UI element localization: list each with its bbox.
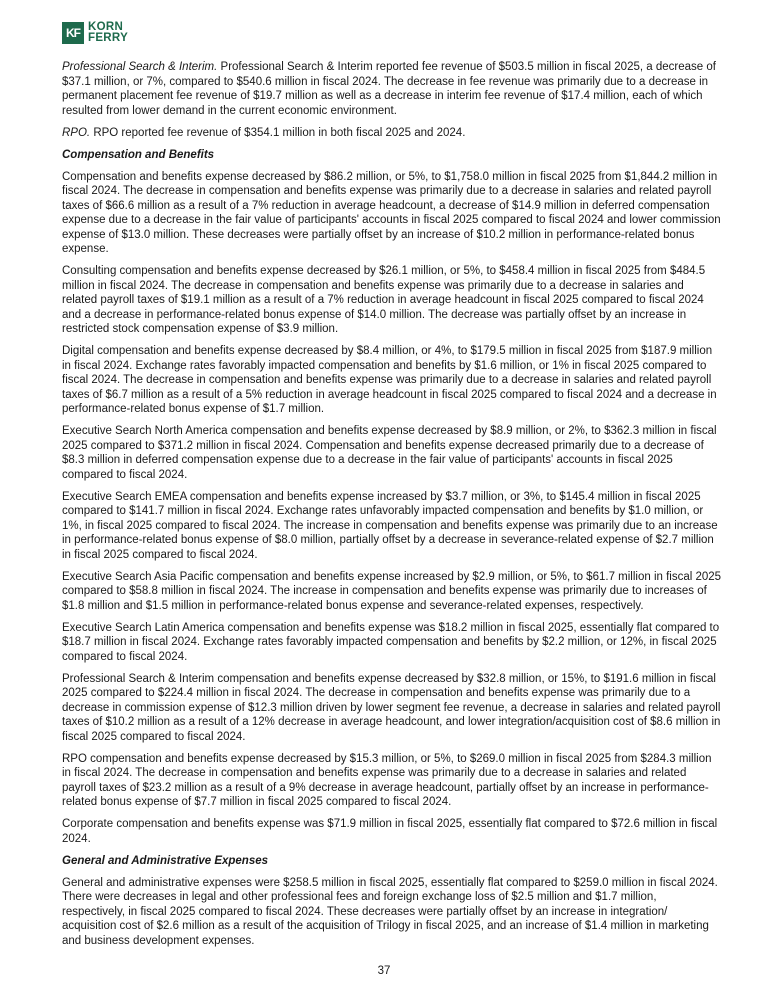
page-number: 37 (377, 965, 391, 977)
logo-mark-icon (62, 22, 84, 44)
paragraph-text: RPO reported fee revenue of $354.1 million in both fiscal 2025 and 2024. (90, 126, 466, 139)
paragraph (62, 170, 722, 257)
paragraph (62, 570, 722, 614)
paragraph-text: Compensation and benefits expense decreased by $86.2 million, or 5%, to $1,758.0 million in fiscal 2025 from $1,844.2 million in fiscal 2024. The decrease in compensation and benefits expense was primarily due to a decrease in salaries and related payroll taxes of $66.6 million as a result of a 7% reduction in average headcount, a decrease of $14.9 million in deferred compensation expense due to a decrease in the fair value of participants' accounts in fiscal 2025 compared to fiscal 2024 and lower commission expense of $13.0 million. These decreases were partially offset by an increase of $10.2 million in performance-related bonus expense. (62, 170, 721, 255)
paragraph-text: Corporate compensation and benefits expense was $71.9 million in fiscal 2025, essentially flat compared to $72.6 million in fiscal 2024. (62, 818, 718, 845)
paragraph (62, 264, 722, 337)
korn-ferry-logo (62, 22, 128, 44)
paragraph (62, 344, 722, 417)
paragraph (62, 752, 722, 810)
paragraph (62, 424, 722, 482)
paragraph-text: Consulting compensation and benefits expense decreased by $26.1 million, or 5%, to $458.4 million in fiscal 2025 from $484.5 million in fiscal 2024. The decrease in compensation and benefits expense was primarily due to a decrease in salaries and related payroll taxes of $19.1 million as a result of a 7% reduction in average headcount in fiscal 2025 compared to fiscal 2024 and a decrease in performance-related bonus expense of $14.0 million. The decrease was partially offset by an increase in restricted stock compensation expense of $3.9 million. (62, 265, 706, 335)
paragraph-text: Executive Search EMEA compensation and benefits expense increased by $3.7 million, or 3%, to $145.4 million in fiscal 2025 compared to $141.7 million in fiscal 2024. Exchange rates unfavorably impacted compensation and benefits by $1.0 million, or 1%, in fiscal 2025 compared to fiscal 2024. The increase in compensation and benefits expense was primarily due to an increase in performance-related bonus expense of $8.0 million, partially offset by a decrease in severance-related expense of $2.7 million in fiscal 2025 compared to fiscal 2024. (62, 490, 718, 561)
paragraph (62, 817, 722, 846)
logo-line-1: KORN (88, 21, 124, 33)
logo-wordmark (88, 22, 128, 44)
paragraph (62, 490, 722, 563)
paragraph-text: Professional Search & Interim compensation and benefits expense decreased by $32.8 million, or 15%, to $191.6 million in fiscal 2025 compared to $224.4 million in fiscal 2024. The decrease in compensation and benefits expense was primarily due to a decrease in commission expense of $12.3 million driven by lower segment fee revenue, a decrease in salaries and related payroll taxes of $10.2 million as a result of a 12% decrease in average headcount, and lower integration/acquisition cost of $8.6 million in fiscal 2025 compared to fiscal 2024. (62, 672, 721, 743)
paragraph-text: General and administrative expenses were $258.5 million in fiscal 2025, essentially flat compared to $259.0 million in fiscal 2024. There were decreases in legal and other professional fees and foreign exchange loss of $2.5 million and $1.7 million, respectively, in fiscal 2025 compared to fiscal 2024. These decreases were partially offset by an increase in integration/ acquisition cost of $2.6 million as a result of the acquisition of Trilogy in fiscal 2025, and an increase of $1.4 million in marketing and business development expenses. (62, 876, 718, 947)
paragraph (62, 60, 722, 118)
paragraph (62, 126, 722, 141)
paragraph-text: Digital compensation and benefits expense decreased by $8.4 million, or 4%, to $179.5 million in fiscal 2025 from $187.9 million in fiscal 2024. Exchange rates favorably impacted compensation and benefits by $1.6 million, or 1% in fiscal 2025 compared to fiscal 2024. The decrease in compensation and benefits expense was primarily due to a decrease in salaries and related payroll taxes of $6.7 million as a result of a 5% reduction in average headcount in fiscal 2025 compared to fiscal 2024 and a decrease in performance-related bonus expense of $1.7 million. (62, 345, 717, 415)
paragraph-lead-in: Professional Search & Interim. (62, 61, 218, 73)
paragraph (62, 876, 722, 949)
section-heading: General and Administrative Expenses (62, 854, 269, 867)
paragraph-text: Professional Search & Interim reported fee revenue of $503.5 million in fiscal 2025, a decrease of $37.1 million, or 7%, compared to $540.6 million in fiscal 2024. The decrease in fee revenue was primarily due to a decrease in permanent placement fee revenue of $19.7 million as well as a decrease in interim fee revenue of $17.4 million, each of which resulted from lower demand in the current economic environment. (62, 61, 716, 117)
paragraph-text: Executive Search Latin America compensation and benefits expense was $18.2 million in fiscal 2025, essentially flat compared to $18.7 million in fiscal 2024. Exchange rates favorably impacted compensation and benefits by $2.2 million, or 12%, in fiscal 2025 compared to fiscal 2024. (62, 621, 720, 663)
paragraph (62, 621, 722, 665)
section-heading: Compensation and Benefits (62, 148, 215, 161)
paragraph-text: Executive Search North America compensation and benefits expense decreased by $8.9 million, or 2%, to $362.3 million in fiscal 2025 compared to $371.2 million in fiscal 2024. Compensation and benefits expense decreased primarily due to a decrease of $8.3 million in deferred compensation expense due to a decrease in the fair value of participants' accounts in fiscal 2025 compared to fiscal 2024. (62, 425, 717, 481)
logo-line-2: FERRY (88, 32, 129, 44)
paragraph-lead-in: RPO. (62, 126, 91, 139)
logo-mark-text: KF (66, 26, 80, 40)
paragraph (62, 672, 722, 745)
paragraph-text: RPO compensation and benefits expense decreased by $15.3 million, or 5%, to $269.0 million in fiscal 2025 from $284.3 million in fiscal 2024. The decrease in compensation and benefits expense was primarily due to a decrease in salaries and related payroll taxes of $23.2 million as a result of a 9% decrease in average headcount, partially offset by an increase in performance-related bonus expense of $7.7 million in fiscal 2025 compared to fiscal 2024. (62, 752, 712, 808)
paragraph-text: Executive Search Asia Pacific compensation and benefits expense increased by $2.9 million, or 5%, to $61.7 million in fiscal 2025 compared to $58.8 million in fiscal 2024. The increase in compensation and benefits expense was primarily due to increases of $1.8 million and $1.5 million in performance-related bonus expense and severance-related expenses, respectively. (62, 570, 722, 612)
document-body (62, 60, 722, 956)
